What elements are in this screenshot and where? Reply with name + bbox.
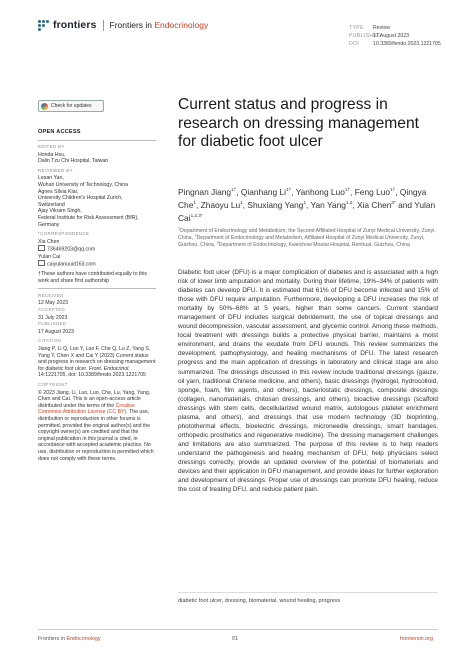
reviewed-by: REVIEWED BY Lesan Yan, Wuhan University of Technology, China Agnes Silvia Klar, University Children's Hospital Zurich, Switzerland Ajay Vikram Singh, Federal Institute for Risk Assessment (BfR), Germany bbox=[38, 167, 139, 228]
author-name[interactable]: Feng Luo$^{1\dagger}$ bbox=[354, 187, 396, 197]
frontiers-logo[interactable] bbox=[38, 19, 208, 31]
brand-name: frontiers bbox=[53, 19, 97, 31]
edited-by: EDITED BY Honda Hsu, Dalin Tzu Chi Hospital, Taiwan bbox=[38, 144, 109, 165]
published-date: 17 August 2023 bbox=[373, 33, 410, 39]
keywords-divider bbox=[178, 592, 438, 593]
article-title: Current status and progress in research on dressing management for diabetic foot ulcer bbox=[178, 96, 419, 151]
author-name[interactable]: Qingya Che$^1$ bbox=[178, 187, 427, 210]
footer-divider bbox=[38, 629, 438, 630]
email-icon bbox=[38, 245, 45, 251]
email-link[interactable]: caiyulanuuid163.com bbox=[47, 261, 96, 268]
equal-contribution-note: †These authors have contributed equally to this work and share first authorship bbox=[38, 271, 148, 284]
author-name[interactable]: Xia Chen$^{3*}$ bbox=[356, 200, 396, 210]
email-icon bbox=[38, 260, 45, 266]
sidebar bbox=[38, 100, 156, 465]
citation: CITATION Jiang P, Li Q, Luo Y, Luo F, Che Q, Lu Z, Yang S, Yang Y, Chen X and Cai Y (2023) Current status and progress in research on dressing management for diabetic foot ulcer. Front. Endocrinol. 14:1221705. doi: 10.3389/fendo.2023.1221705 bbox=[38, 338, 156, 379]
affiliations: $^1$Department of Endocrinology and Metabolism, the Second Affiliated Hospital of Zunyi Medical University, Zunyi, China, $^2$Department of Endocrinology and Metabolism, Affiliated Hospital of Zunyi Medical University, Zunyi, Guizhou, China, $^3$Department of Endocrinology, Kweichow Moutai Hospital, Renhuai, Guizhou, China bbox=[178, 226, 436, 248]
author-name[interactable]: Shuxiang Yang$^1$ bbox=[247, 200, 306, 210]
keywords: diabetic foot ulcer, dressing, biomaterial, wound healing, progress bbox=[178, 598, 341, 604]
affiliation: Department of Endocrinology and Metabolism, Affiliated Hospital of Zunyi Medical University, Zunyi, Guizhou, China, bbox=[178, 234, 425, 248]
cc-by-license-link[interactable]: Creative Commons Attribution License (CC BY). bbox=[38, 402, 135, 416]
affiliation: Department of Endocrinology, Kweichow Moutai Hospital, Renhuai, Guizhou, China bbox=[218, 241, 410, 248]
doi-value: 10.3389/fendo.2023.1221705 bbox=[373, 41, 441, 47]
author-name[interactable]: Yan Yang$^{1,2}$ bbox=[310, 200, 353, 210]
check-for-updates-button[interactable]: Check for updates bbox=[38, 100, 104, 112]
copyright: COPYRIGHT © 2023 Jiang, Li, Luo, Luo, Che, Lu, Yang, Yang, Chen and Cai. This is an open-access article distributed under the terms of the Creative Commons Attribution License (CC BY). The use, distribution or reproduction in other forums is permitted, provided the original author(s) and the copyright owner(s) are credited and that the original publication in this journal is cited, in accordance with accepted academic practice. No use, distribution or reproduction is permitted which does not comply with these terms. bbox=[38, 382, 154, 462]
correspondence: *CORRESPONDENCE Xia Chen 736469203@qq.com Yulan Cai caiyulanuuid163.com bbox=[38, 231, 96, 268]
article-type: Review bbox=[373, 25, 391, 31]
article-meta: TYPE Review PUBLISHED17 August 2023 DOI 10.3389/fendo.2023.1221705 bbox=[349, 25, 441, 47]
footer-journal: Frontiers in Endocrinology bbox=[38, 636, 101, 642]
affiliation: Department of Endocrinology and Metabolism, the Second Affiliated Hospital of Zunyi Medical University, Zunyi, China, bbox=[178, 228, 436, 241]
author-name[interactable]: Yulan Cai$^{1,2,3*}$ bbox=[178, 200, 436, 223]
author-name[interactable]: Qianhang $Li^{1\dagger}$ bbox=[240, 187, 292, 197]
frontiers-mark-icon bbox=[38, 20, 49, 31]
author-name[interactable]: Yanhong Luo$^{1\dagger}$ bbox=[295, 187, 351, 197]
page-number: 01 bbox=[232, 636, 238, 642]
site-link[interactable]: frontiersin.org bbox=[400, 636, 433, 642]
abstract: Diabetic foot ulcer (DFU) is a major complication of diabetes and is associated with a high risk of lower limb amputation and mortality. During their lifetime, 19%–34% of patients with diabetes can develop DFU. It is estimated that 61% of DFU become infected and 15% of those with DFU require amputation. Furthermore, developing a DFU increases the risk of mortality by 50%–68% at 5 years, higher than some cancers. Current standard management of DFU includes surgical debridement, the use of topical dressings and wound decompression, vascular assessment, and glycemic control. Among these methods, local treatment with dressings builds a protective physical barrier, maintains a moist environment, and drains the exudate from DFU wounds. This review summarizes the development, pathophysiology, and healing mechanisms of DFU. The latest research progress and the main application of dressings in laboratory and clinical stage are also summarized. The dressings discussed in this review include traditional dressings (gauze, oil yarn, traditional Chinese medicine, and others), basic dressings (hydrogel, hydrocolloid, sponge, foam, film agents, and others), bacteriostatic dressings, composite dressings (collagen, nanomaterials, chitosan dressings, and others), bioactive dressings (scaffold dressings with stem cells, decellularized wound matrix, autologous platelet enrichment plasma, and others), and dressings that use modern technology (3D bioprinting, photothermal effects, bioelectric dressings, microneedle dressings, smart bandages, orthopedic prosthetics and regenerative medicine). The dressing management challenges and limitations are also summarized. The purpose of this review is to help readers understand the pathogenesis and healing mechanism of DFU, help physicians select dressings correctly, provide an updated overview of the potential of biomaterials and devices and their application in DFU management, and provide ideas for further exploration and development of dressings. Proper use of dressings can promote DFU healing, reduce the cost of treating DFU, and reduce patient pain. bbox=[178, 269, 438, 494]
journal-name: Frontiers in Endocrinology bbox=[109, 20, 209, 30]
author-list: Pingnan Jiang$^{1\dagger}$, Qianhang $Li^{1\dagger}$, Yanhong Luo$^{1\dagger}$, Feng Luo$^{1\dagger}$, Qingya Che$^1$, Zhaoyu Lu$^1$, Shuxiang Yang$^1$, Yan Yang$^{1,2}$, Xia Chen$^{3*}$ and Yulan Cai$^{1,2,3*}$ bbox=[178, 187, 436, 223]
header-divider bbox=[103, 20, 104, 31]
email-link[interactable]: 736469203@qq.com bbox=[47, 246, 96, 253]
author-name[interactable]: Zhaoyu Lu$^1$ bbox=[200, 200, 243, 210]
update-check-icon bbox=[41, 103, 48, 110]
open-access-label: OPEN ACCESS bbox=[38, 129, 81, 135]
dates: RECEIVED 12 May 2023 ACCEPTED 31 July 2023 PUBLISHED 17 August 2023 bbox=[38, 292, 75, 335]
author-name[interactable]: Pingnan Jiang$^{1\dagger}$ bbox=[178, 187, 237, 197]
